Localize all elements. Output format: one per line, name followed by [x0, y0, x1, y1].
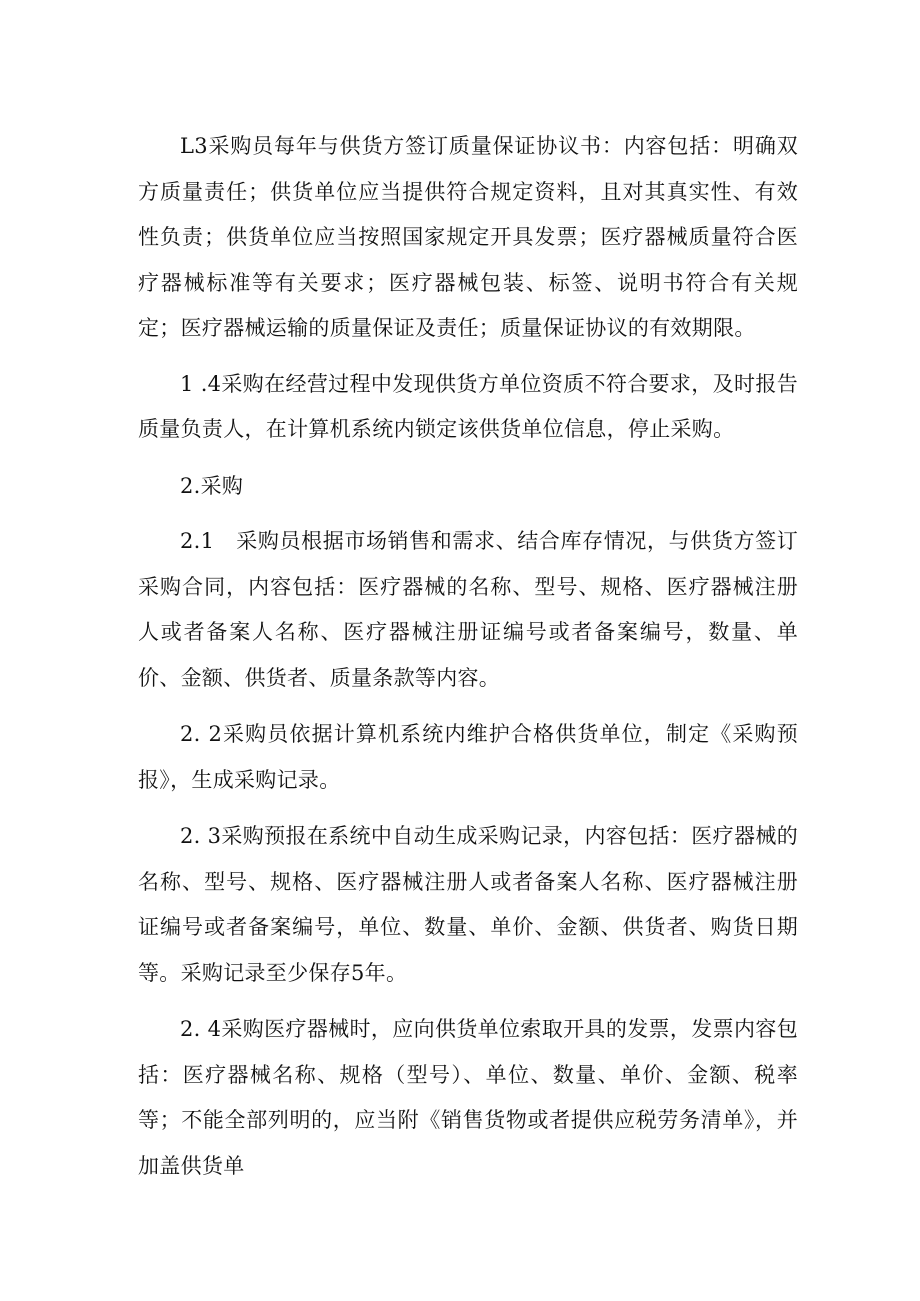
paragraph-quality-agreement: L3采购员每年与供货方签订质量保证协议书：内容包括：明确双方质量责任；供货单位应当提供符合规定资料，且对其真实性、有效性负责；供货单位应当按照国家规定开具发票；医疗器械质量符合医疗器械标准等有关要求；医疗器械包装、标签、说明书符合有关规定；医疗器械运输的质量保证及责任；质量保证协议的有效期限。	[138, 134, 798, 340]
paragraph-supplier-qualification: 1 .4采购在经营过程中发现供货方单位资质不符合要求，及时报告质量负责人，在计算机系统内锁定该供货单位信息，停止采购。	[138, 371, 798, 441]
section-heading-procurement: 2.采购	[180, 473, 244, 498]
paragraph-purchase-contract: 2.1 采购员根据市场销售和需求、结合库存情况，与供货方签订采购合同，内容包括：医疗器械的名称、型号、规格、医疗器械注册人或者备案人名称、医疗器械注册证编号或者备案编号，数量、单价、金额、供货者、质量条款等内容。	[138, 529, 798, 690]
paragraph-purchase-record: 2. 3采购预报在系统中自动生成采购记录，内容包括：医疗器械的名称、型号、规格、医疗器械注册人或者备案人名称、医疗器械注册证编号或者备案编号，单位、数量、单价、金额、供货者、购货日期等。采购记录至少保存5年。	[138, 824, 798, 985]
paragraph-purchase-forecast: 2. 2采购员依据计算机系统内维护合格供货单位，制定《采购预报》，生成采购记录。	[138, 722, 798, 792]
paragraph-invoice: 2. 4采购医疗器械时，应向供货单位索取开具的发票，发票内容包括：医疗器械名称、规格（型号）、单位、数量、单价、金额、税率等；不能全部列明的，应当附《销售货物或者提供应税劳务清单》，并加盖供货单	[138, 1017, 798, 1178]
document-page	[138, 124, 798, 1189]
